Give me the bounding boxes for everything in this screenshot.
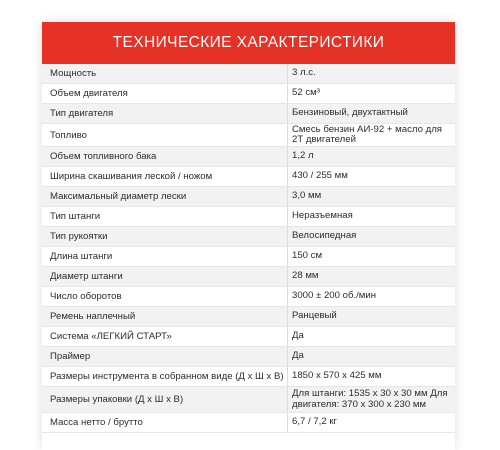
spec-label: Объем двигателя xyxy=(50,88,128,99)
spec-label: Диаметр штанги xyxy=(50,271,123,282)
spec-row xyxy=(42,84,455,104)
spec-row xyxy=(42,124,455,147)
spec-divider xyxy=(287,64,288,83)
spec-label: Число оборотов xyxy=(50,291,122,302)
spec-value: 1,2 л xyxy=(292,150,314,162)
spec-row xyxy=(42,413,455,433)
spec-value: 28 мм xyxy=(292,270,319,282)
spec-label: Тип штанги xyxy=(50,211,101,222)
spec-label: Масса нетто / брутто xyxy=(50,417,143,428)
spec-value: Ранцевый xyxy=(292,310,337,322)
spec-label: Система «ЛЕГКИЙ СТАРТ» xyxy=(50,331,172,342)
spec-divider xyxy=(287,413,288,432)
spec-label: Размеры инструмента в собранном виде (Д х Ш х В) xyxy=(50,371,284,382)
spec-divider xyxy=(287,147,288,166)
spec-divider xyxy=(287,387,288,412)
spec-divider xyxy=(287,247,288,266)
spec-divider xyxy=(287,104,288,123)
spec-value: Бензиновый, двухтактный xyxy=(292,107,408,119)
spec-value: Неразъемная xyxy=(292,210,353,222)
spec-divider xyxy=(287,124,288,146)
spec-row xyxy=(42,267,455,287)
specifications-header xyxy=(42,22,455,64)
spec-label: Мощность xyxy=(50,68,97,79)
spec-row xyxy=(42,307,455,327)
spec-value: 6,7 / 7,2 кг xyxy=(292,416,338,428)
spec-label: Ширина скашивания леской / ножом xyxy=(50,171,213,182)
spec-divider xyxy=(287,307,288,326)
spec-label: Размеры упаковки (Д х Ш х В) xyxy=(50,394,184,405)
spec-divider xyxy=(287,267,288,286)
spec-row xyxy=(42,147,455,167)
spec-value: 3000 ± 200 об./мин xyxy=(292,290,377,302)
spec-value: Смесь бензин АИ-92 + масло для 2Т двигателей xyxy=(292,123,442,145)
spec-row xyxy=(42,104,455,124)
spec-row xyxy=(42,247,455,267)
spec-divider xyxy=(287,327,288,346)
spec-divider xyxy=(287,187,288,206)
spec-value: 150 см xyxy=(292,250,323,262)
specifications-title: ТЕХНИЧЕСКИЕ ХАРАКТЕРИСТИКИ xyxy=(112,34,385,51)
spec-label: Тип рукоятки xyxy=(50,231,108,242)
spec-value: 430 / 255 мм xyxy=(292,170,348,182)
spec-label: Топливо xyxy=(50,129,87,141)
spec-divider xyxy=(287,84,288,103)
spec-row xyxy=(42,387,455,413)
spec-value: Да xyxy=(292,330,304,342)
spec-value: Велосипедная xyxy=(292,230,357,242)
spec-divider xyxy=(287,367,288,386)
specifications-card xyxy=(42,22,455,450)
spec-row xyxy=(42,367,455,387)
spec-label: Длина штанги xyxy=(50,251,113,262)
spec-label: Тип двигателя xyxy=(50,108,114,119)
spec-divider xyxy=(287,227,288,246)
spec-divider xyxy=(287,207,288,226)
spec-row xyxy=(42,327,455,347)
spec-label: Ремень наплечный xyxy=(50,311,136,322)
specifications-table xyxy=(42,64,455,433)
spec-divider xyxy=(287,287,288,306)
spec-divider xyxy=(287,347,288,366)
spec-value: 1850 х 570 х 425 мм xyxy=(292,370,382,382)
spec-label: Объем топливного бака xyxy=(50,151,157,162)
spec-row xyxy=(42,207,455,227)
spec-value: 3 л.с. xyxy=(292,67,316,79)
spec-label: Максимальный диаметр лески xyxy=(50,191,187,202)
spec-row xyxy=(42,287,455,307)
spec-value: 52 см³ xyxy=(292,87,320,99)
spec-value: Для штанги: 1535 х 30 х 30 мм Для двигателя: 370 х 300 х 230 мм xyxy=(292,388,448,410)
spec-label: Праймер xyxy=(50,351,91,362)
spec-row xyxy=(42,64,455,84)
spec-row xyxy=(42,167,455,187)
spec-value: 3,0 мм xyxy=(292,190,322,202)
spec-row xyxy=(42,187,455,207)
spec-row xyxy=(42,227,455,247)
spec-row xyxy=(42,347,455,367)
spec-divider xyxy=(287,167,288,186)
spec-value: Да xyxy=(292,350,304,362)
